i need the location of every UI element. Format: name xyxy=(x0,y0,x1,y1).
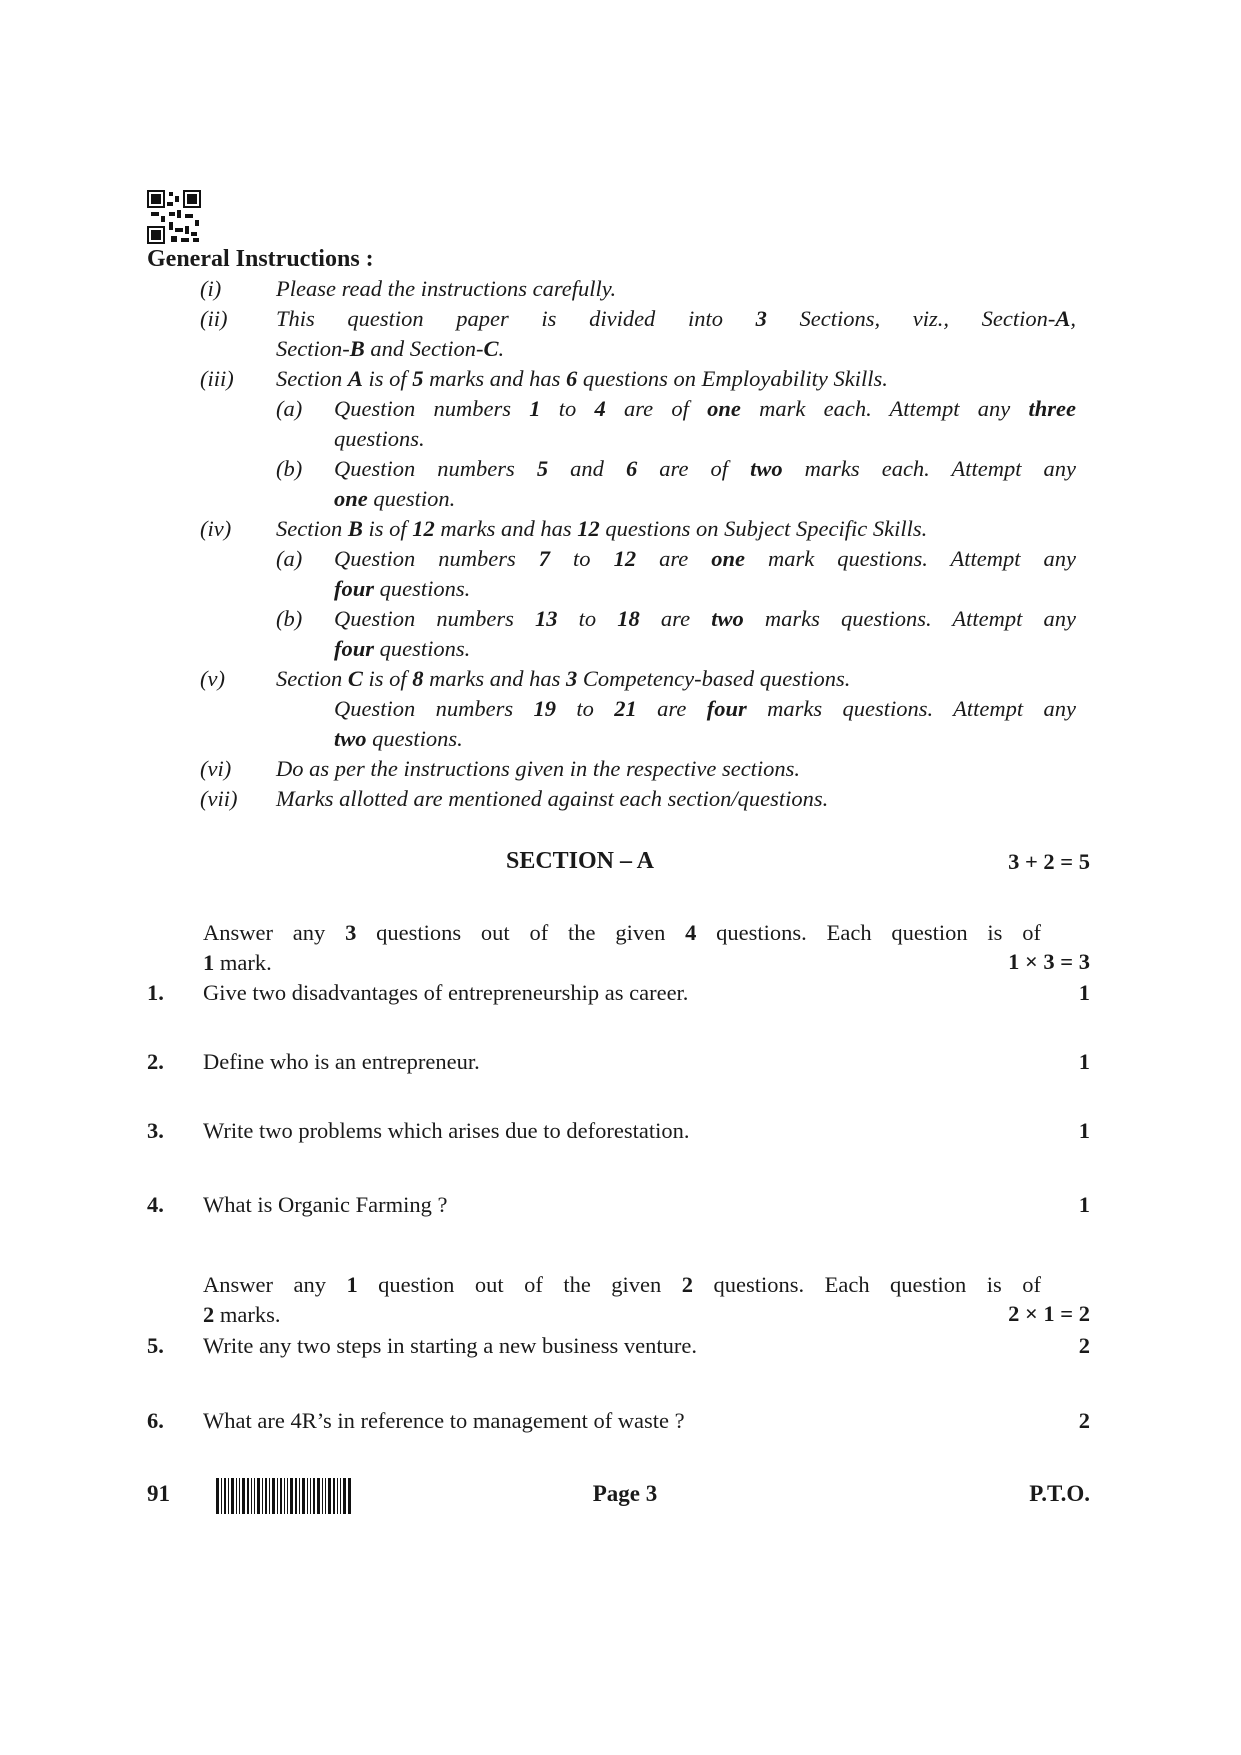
instruction-number: (iv) xyxy=(200,516,232,541)
instruction-text: Section A is of 5 marks and has 6 questions on Employability Skills. xyxy=(276,366,888,391)
question-number: 6. xyxy=(147,1408,164,1433)
question-text: Write any two steps in starting a new business venture. xyxy=(203,1333,697,1358)
question-text: Write two problems which arises due to deforestation. xyxy=(203,1118,690,1143)
section-title: SECTION – A xyxy=(505,848,655,874)
qr-code-icon xyxy=(147,190,201,244)
question-number: 3. xyxy=(147,1118,164,1143)
instruction-number: (a) xyxy=(276,546,303,571)
instruction-text: Question numbers 13 to 18 are two marks questions. Attempt any xyxy=(334,606,1076,631)
question-marks: 2 xyxy=(1078,1333,1090,1358)
question-number: 2. xyxy=(147,1049,164,1074)
group-instruction: 1 mark. xyxy=(203,950,272,975)
instruction-text: one question. xyxy=(334,486,456,511)
question-marks: 2 xyxy=(1078,1408,1090,1433)
instruction-text: two questions. xyxy=(334,726,463,751)
instruction-number: (ii) xyxy=(200,306,228,331)
instruction-text: Marks allotted are mentioned against each section/questions. xyxy=(276,786,829,811)
question-marks: 1 xyxy=(1078,980,1090,1005)
group-instruction: 2 marks. xyxy=(203,1302,281,1327)
paper-code: 91 xyxy=(147,1481,170,1506)
section-marks: 3 + 2 = 5 xyxy=(1008,849,1090,874)
instruction-number: (vii) xyxy=(200,786,238,811)
instruction-text: Section-B and Section-C. xyxy=(276,336,505,361)
question-text: What are 4R’s in reference to management of waste ? xyxy=(203,1408,685,1433)
instruction-text: Section B is of 12 marks and has 12 questions on Subject Specific Skills. xyxy=(276,516,928,541)
page-number: Page 3 xyxy=(592,1481,658,1506)
instruction-text: This question paper is divided into 3 Sections, viz., Section-A, xyxy=(276,306,1076,331)
group-instruction: Answer any 3 questions out of the given 4 questions. Each question is of xyxy=(203,920,1041,945)
group-instruction: Answer any 1 question out of the given 2 questions. Each question is of xyxy=(203,1272,1041,1297)
question-marks: 1 xyxy=(1078,1049,1090,1074)
instruction-text: Question numbers 7 to 12 are one mark questions. Attempt any xyxy=(334,546,1076,571)
instruction-text: four questions. xyxy=(334,636,471,661)
instruction-text: Question numbers 19 to 21 are four marks questions. Attempt any xyxy=(334,696,1076,721)
instruction-text: Section C is of 8 marks and has 3 Competency-based questions. xyxy=(276,666,851,691)
instruction-number: (i) xyxy=(200,276,222,301)
question-number: 5. xyxy=(147,1333,164,1358)
group-marks: 1 × 3 = 3 xyxy=(1008,949,1090,974)
instruction-text: Question numbers 5 and 6 are of two marks each. Attempt any xyxy=(334,456,1076,481)
instruction-number: (b) xyxy=(276,456,303,481)
barcode-icon xyxy=(216,1478,351,1514)
pto-label: P.T.O. xyxy=(1029,1481,1090,1506)
question-marks: 1 xyxy=(1078,1192,1090,1217)
instruction-number: (a) xyxy=(276,396,303,421)
instruction-text: four questions. xyxy=(334,576,471,601)
question-number: 4. xyxy=(147,1192,164,1217)
question-text: What is Organic Farming ? xyxy=(203,1192,448,1217)
instruction-number: (b) xyxy=(276,606,303,631)
question-marks: 1 xyxy=(1078,1118,1090,1143)
group-marks: 2 × 1 = 2 xyxy=(1008,1301,1090,1326)
instruction-number: (vi) xyxy=(200,756,232,781)
question-number: 1. xyxy=(147,980,164,1005)
question-text: Give two disadvantages of entrepreneurship as career. xyxy=(203,980,689,1005)
instruction-text: Question numbers 1 to 4 are of one mark each. Attempt any three xyxy=(334,396,1076,421)
instruction-text: Do as per the instructions given in the respective sections. xyxy=(276,756,801,781)
instruction-text: Please read the instructions carefully. xyxy=(276,276,617,301)
instruction-number: (v) xyxy=(200,666,225,691)
general-instructions-heading: General Instructions : xyxy=(147,246,374,272)
question-text: Define who is an entrepreneur. xyxy=(203,1049,480,1074)
instruction-text: questions. xyxy=(334,426,425,451)
instruction-number: (iii) xyxy=(200,366,234,391)
